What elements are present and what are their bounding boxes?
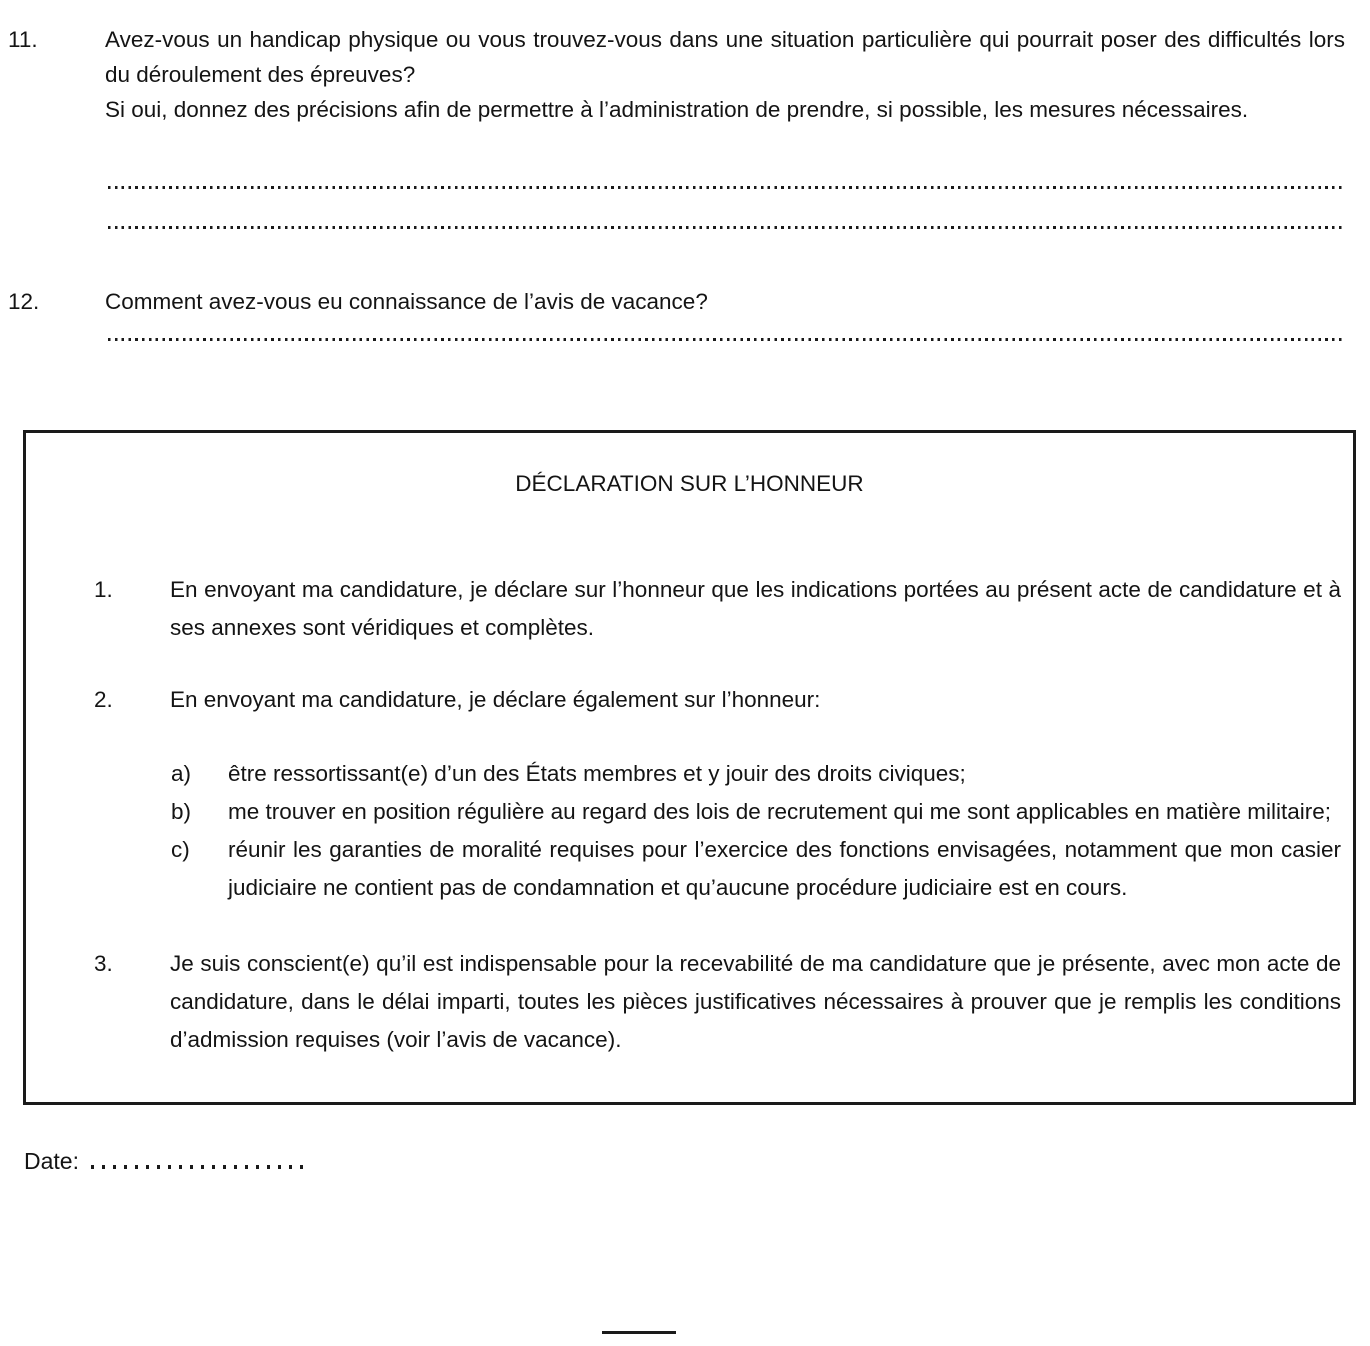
subitem-a — [26, 755, 1353, 793]
subitem-a-text: être ressortissant(e) d’un des États membres et y jouir des droits civiques; — [228, 761, 966, 786]
date-label: Date: — [24, 1148, 79, 1174]
subitem-a-letter: a) — [171, 761, 192, 786]
declaration-title: DÉCLARATION SUR L’HONNEUR — [515, 471, 864, 496]
question-12 — [8, 284, 1345, 319]
declaration-box — [23, 430, 1356, 1105]
answer-line — [108, 226, 1345, 229]
question-11-text: Avez-vous un handicap physique ou vous trouvez-vous dans une situation particulière qui pourrait poser des difficultés lors du déroulement des épreuves? — [105, 27, 1345, 87]
subitem-c-text: réunir les garanties de moralité requises pour l’exercice des fonctions envisagées, notamment que mon casier judiciaire ne contient pas de condamnation et qu’aucune procédure judiciaire est en cours. — [228, 837, 1341, 900]
declaration-item-2-number: 2. — [94, 687, 113, 712]
declaration-item-2 — [26, 681, 1353, 719]
answer-line — [108, 186, 1345, 189]
subitem-b-letter: b) — [171, 799, 192, 824]
declaration-item-2-text: En envoyant ma candidature, je déclare également sur l’honneur: — [170, 687, 821, 712]
declaration-item-1-number: 1. — [94, 577, 113, 602]
subitem-c-letter: c) — [171, 837, 190, 862]
question-12-body — [105, 284, 1345, 319]
subitem-b-text: me trouver en position régulière au regard des lois de recrutement qui me sont applicables en matière militaire; — [228, 799, 1332, 824]
question-11-number: 11. — [8, 27, 38, 52]
declaration-item-3-text: Je suis conscient(e) qu’il est indispensable pour la recevabilité de ma candidature que je présente, avec mon acte de candidature, dans le délai imparti, toutes les pièces justificatives nécessaires à prouver que je remplis les conditions d’admission requises (voir l’avis de vacance). — [170, 951, 1341, 1052]
question-11 — [8, 22, 1345, 127]
declaration-item-3 — [26, 945, 1353, 1059]
question-11-instruction: Si oui, donnez des précisions afin de permettre à l’administration de prendre, si possible, les mesures nécessaires. — [105, 97, 1249, 122]
declaration-item-2-subitems — [26, 755, 1353, 907]
answer-line — [108, 338, 1345, 341]
declaration-item-3-number: 3. — [94, 951, 113, 976]
declaration-item-1-text: En envoyant ma candidature, je déclare sur l’honneur que les indications portées au présent acte de candidature et à ses annexes sont véridiques et complètes. — [170, 577, 1341, 640]
page-separator-rule — [602, 1331, 676, 1334]
date-dotted-line — [91, 1165, 309, 1169]
date-row — [24, 1144, 309, 1179]
question-12-text: Comment avez-vous eu connaissance de l’avis de vacance? — [105, 289, 708, 314]
declaration-item-1 — [26, 571, 1353, 647]
question-11-body — [105, 22, 1345, 127]
question-12-number: 12. — [8, 289, 40, 314]
subitem-c — [26, 831, 1353, 907]
subitem-b — [26, 793, 1353, 831]
